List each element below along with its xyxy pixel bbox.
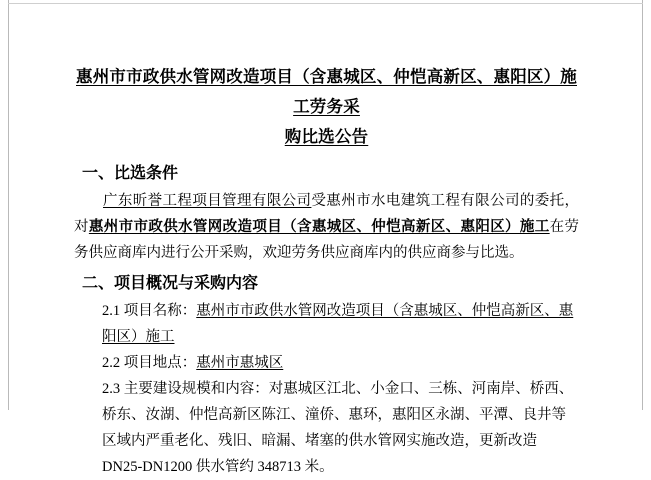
item-2-3 xyxy=(74,376,579,480)
page-left-border xyxy=(8,0,9,410)
item-2-1-value: 惠州市市政供水管网改造项目（含惠城区、仲恺高新区、惠阳区）施工 xyxy=(102,303,574,345)
project-name-inline: 惠州市市政供水管网改造项目（含惠城区、仲恺高新区、惠阳区）施工 xyxy=(88,219,550,235)
document-title-line-1: 惠州市市政供水管网改造项目（含惠城区、仲恺高新区、惠阳区）施工劳务采 xyxy=(76,67,577,116)
document-content xyxy=(74,62,579,480)
item-2-3-number: 2.3 xyxy=(102,381,121,397)
item-2-1 xyxy=(74,298,579,350)
item-2-2-value: 惠州市惠城区 xyxy=(196,355,284,371)
paragraph-segment-4: 在劳务供应商库内进行公开采购，欢迎劳务供应商库内的供应商参与比选。 xyxy=(74,219,580,261)
item-2-1-label: 项目名称： xyxy=(123,303,197,319)
page-top-border xyxy=(8,3,643,4)
agent-company-name: 广东昕誉工程项目管理有限公司 xyxy=(103,193,312,209)
item-2-3-label: 主要建设规模和内容： xyxy=(123,381,269,397)
item-2-3-value: 对惠城区江北、小金口、三栋、河南岸、桥西、桥东、汝湖、仲恺高新区陈江、潼侨、惠环，惠阳区永湖、平潭、良井等区域内严重老化、残旧、暗漏、堵塞的供水管网实施改造，更新改造 DN25-DN1200 供水管约 348713 米。 xyxy=(102,381,574,475)
section-heading-1: 一、比选条件 xyxy=(82,165,179,182)
item-2-2 xyxy=(74,350,579,376)
section-1-paragraph xyxy=(74,188,579,266)
item-2-1-number: 2.1 xyxy=(102,303,121,319)
document-title-line-2: 购比选公告 xyxy=(284,127,369,146)
item-2-2-number: 2.2 xyxy=(102,355,121,371)
paragraph-segment-2: 受惠州市水电建筑工程有限公司的委托，对 xyxy=(74,193,580,235)
section-heading-2: 二、项目概况与采购内容 xyxy=(82,275,259,292)
document-title xyxy=(74,62,579,152)
page-right-border xyxy=(642,0,643,410)
item-2-2-label: 项目地点： xyxy=(123,355,197,371)
